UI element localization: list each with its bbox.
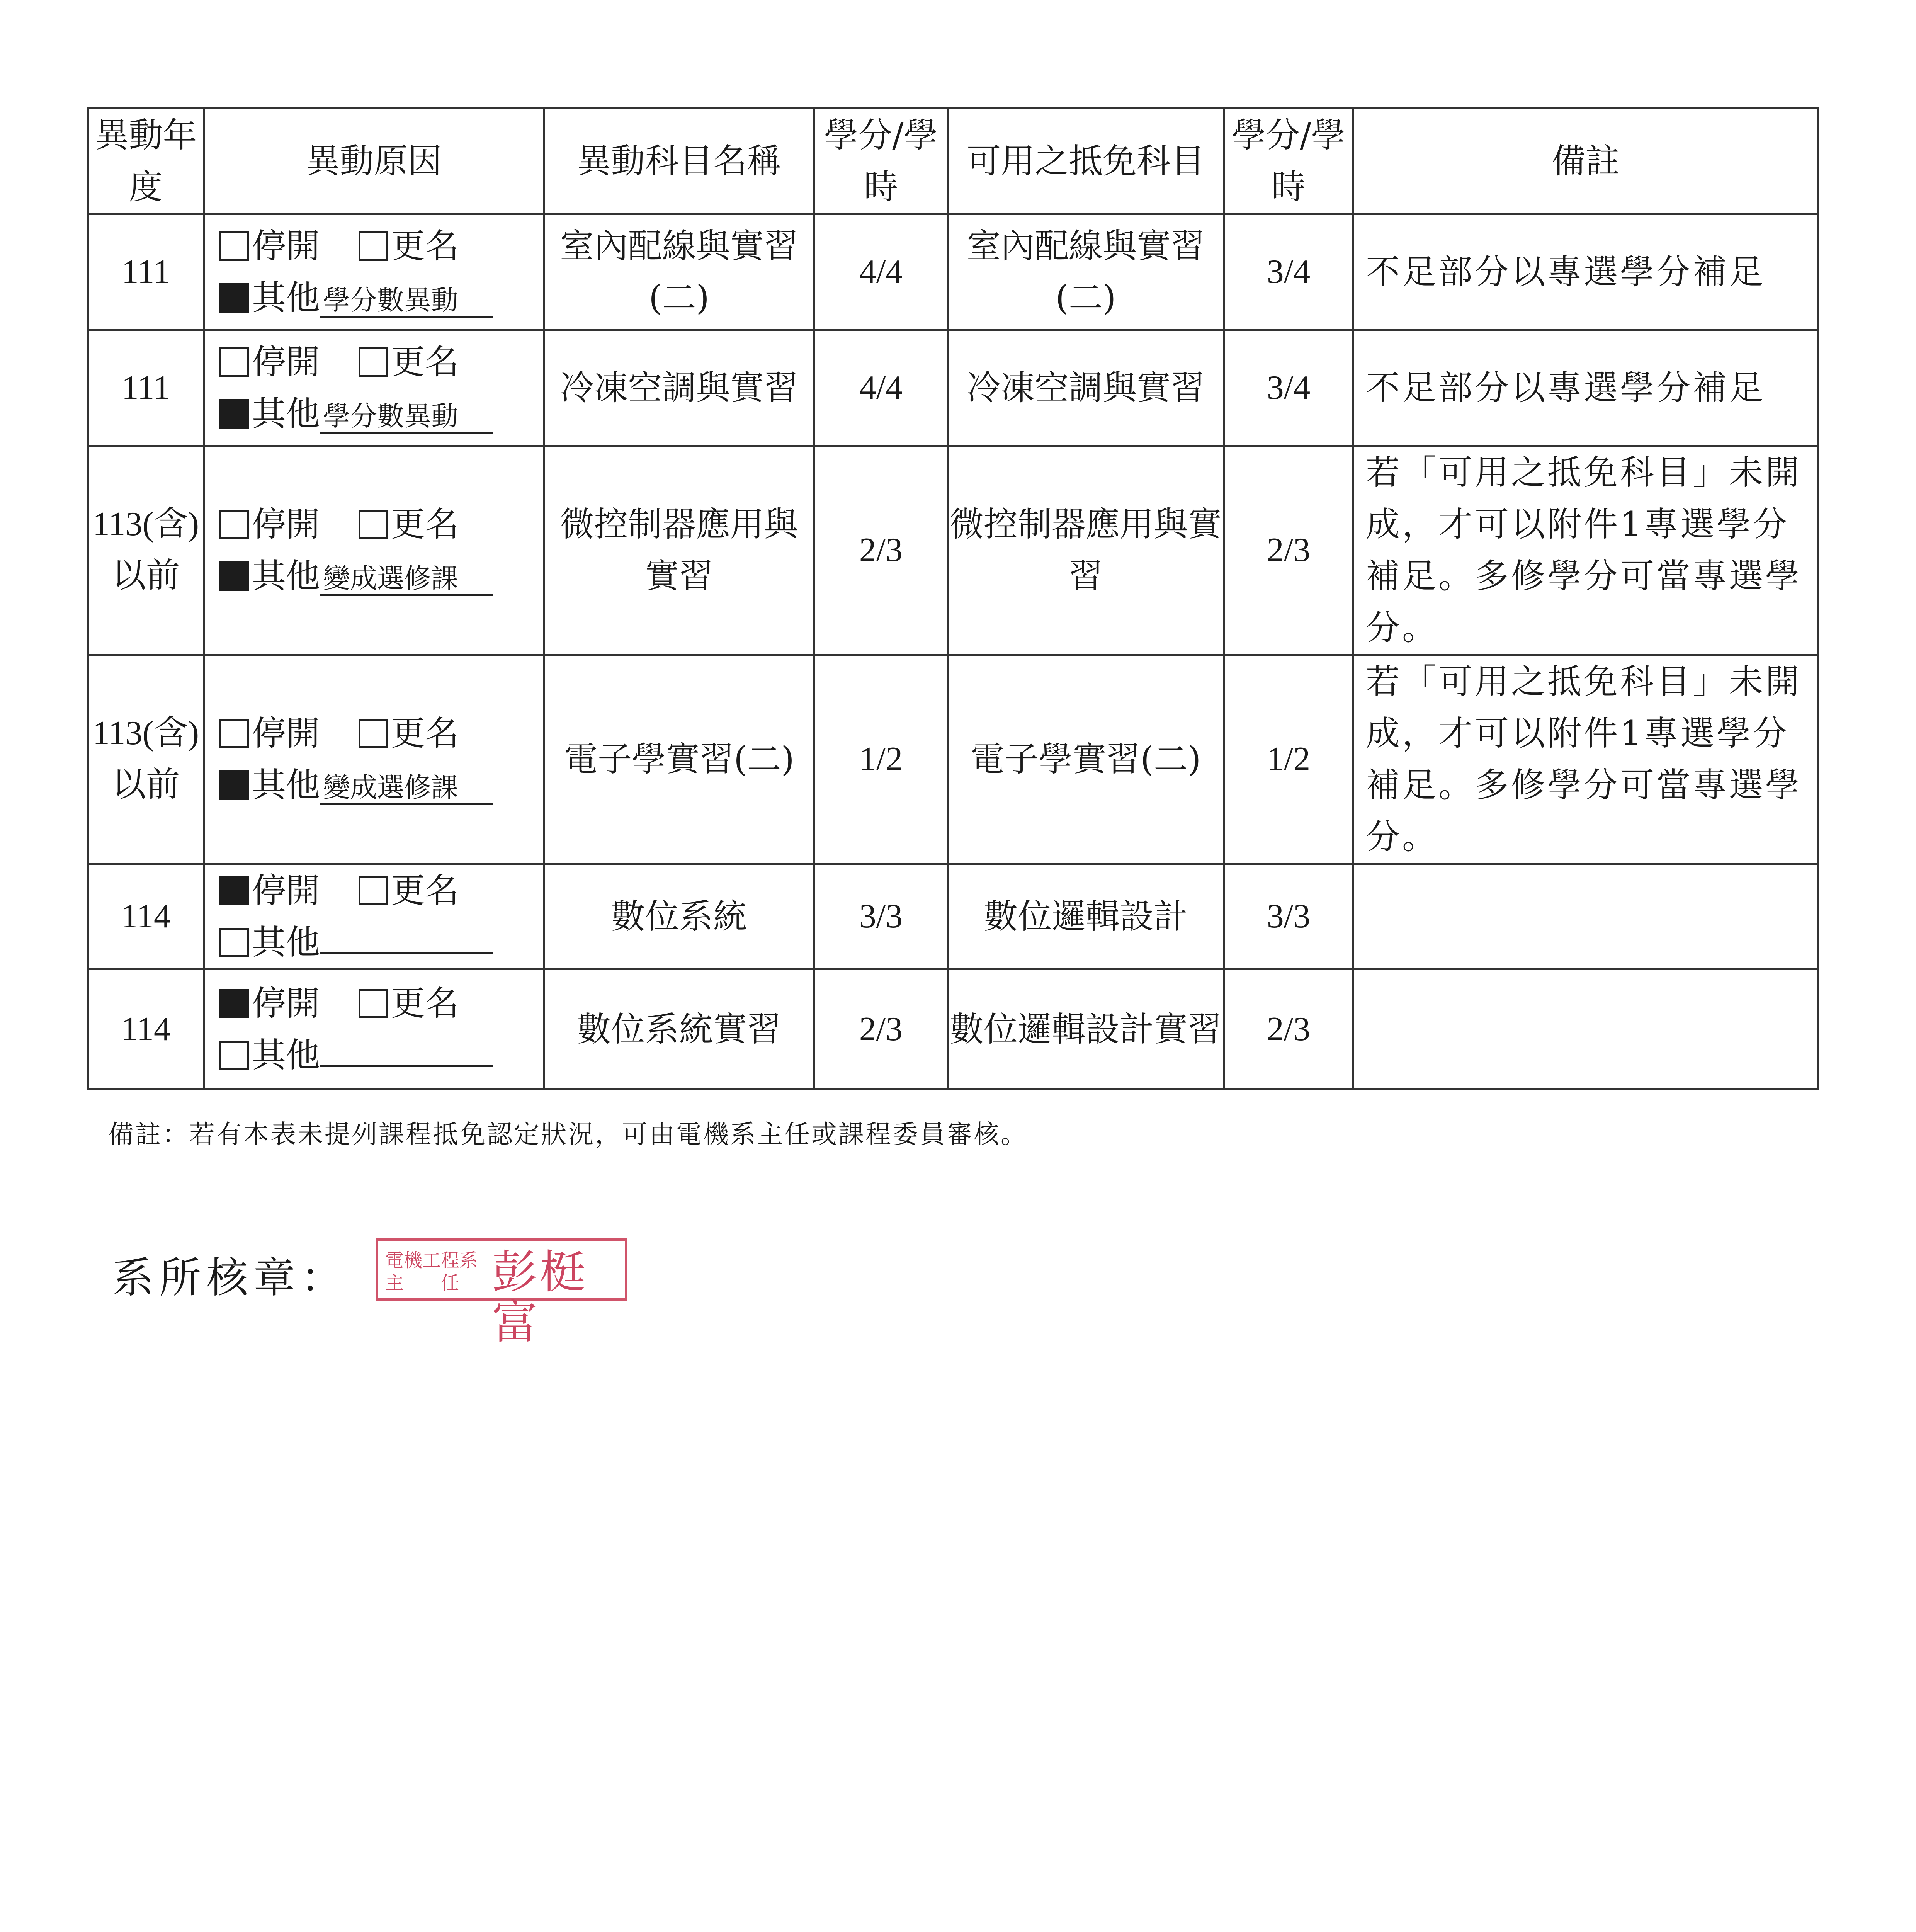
header-year: 異動年度 xyxy=(88,109,204,214)
cell-note xyxy=(1353,969,1818,1089)
other-checkbox[interactable] xyxy=(219,399,249,429)
cell-credits: 3/3 xyxy=(814,864,948,969)
cell-credits: 2/3 xyxy=(814,969,948,1089)
cell-year: 111 xyxy=(88,330,204,446)
reason-line-2 xyxy=(219,272,543,324)
other-reason-field[interactable] xyxy=(320,920,493,954)
rename-checkbox[interactable] xyxy=(359,989,388,1018)
reason-line-1 xyxy=(219,498,543,550)
header-reason: 異動原因 xyxy=(204,109,544,214)
table-footnote: 備註：若有本表未提列課程抵免認定狀況，可由電機系主任或課程委員審核。 xyxy=(108,1119,1028,1149)
cell-credits: 2/3 xyxy=(814,446,948,655)
cell-reason xyxy=(204,655,544,864)
rename-checkbox[interactable] xyxy=(359,231,388,261)
table-row xyxy=(88,655,1818,864)
stop-checkbox[interactable] xyxy=(219,719,249,748)
rename-checkbox[interactable] xyxy=(359,719,388,748)
rename-checkbox-label: 更名 xyxy=(391,504,459,544)
cell-sub-credits: 3/4 xyxy=(1224,330,1353,446)
table-row xyxy=(88,330,1818,446)
cell-reason xyxy=(204,864,544,969)
cell-sub-credits: 3/3 xyxy=(1224,864,1353,969)
reason-line-2 xyxy=(219,917,543,968)
stop-checkbox[interactable] xyxy=(219,510,249,539)
cell-subject: 微控制器應用與實習 xyxy=(544,446,814,655)
reason-line-2 xyxy=(219,388,543,440)
cell-sub-credits: 2/3 xyxy=(1224,446,1353,655)
reason-line-1 xyxy=(219,978,543,1029)
other-reason-field[interactable]: 學分數異動 xyxy=(320,400,493,434)
reason-line-1 xyxy=(219,220,543,272)
header-substitute: 可用之抵免科目 xyxy=(948,109,1224,214)
cell-year: 113(含)以前 xyxy=(88,655,204,864)
stop-checkbox-label: 停開 xyxy=(252,504,320,544)
cell-credits: 4/4 xyxy=(814,214,948,330)
cell-reason xyxy=(204,330,544,446)
other-checkbox-label: 其他 xyxy=(252,1035,320,1075)
rename-checkbox-label: 更名 xyxy=(391,226,459,266)
other-checkbox-label: 其他 xyxy=(252,556,320,596)
stop-checkbox-label: 停開 xyxy=(252,342,320,382)
cell-sub-credits: 2/3 xyxy=(1224,969,1353,1089)
reason-line-1 xyxy=(219,336,543,388)
stop-checkbox[interactable] xyxy=(219,347,249,377)
cell-sub-credits: 1/2 xyxy=(1224,655,1353,864)
course-change-table xyxy=(87,107,1819,1090)
stop-checkbox[interactable] xyxy=(219,989,249,1018)
cell-subject: 數位系統 xyxy=(544,864,814,969)
cell-substitute: 室內配線與實習(二) xyxy=(948,214,1224,330)
other-checkbox[interactable] xyxy=(219,770,249,800)
reason-line-2 xyxy=(219,1029,543,1081)
cell-year: 113(含)以前 xyxy=(88,446,204,655)
other-checkbox-label: 其他 xyxy=(252,277,320,318)
seal-dept: 電機工程系 xyxy=(385,1250,478,1271)
cell-reason xyxy=(204,969,544,1089)
table-header-row xyxy=(88,109,1818,214)
stop-checkbox-label: 停開 xyxy=(252,871,320,910)
cell-credits: 4/4 xyxy=(814,330,948,446)
cell-substitute: 數位邏輯設計 xyxy=(948,864,1224,969)
rename-checkbox-label: 更名 xyxy=(391,871,459,910)
cell-credits: 1/2 xyxy=(814,655,948,864)
cell-note: 若「可用之抵免科目」未開成，才可以附件1專選學分補足。多修學分可當專選學分。 xyxy=(1353,655,1818,864)
table-row xyxy=(88,446,1818,655)
rename-checkbox[interactable] xyxy=(359,510,388,539)
cell-year: 114 xyxy=(88,864,204,969)
cell-year: 114 xyxy=(88,969,204,1089)
cell-reason xyxy=(204,446,544,655)
other-checkbox-label: 其他 xyxy=(252,393,320,434)
cell-note: 不足部分以專選學分補足 xyxy=(1353,214,1818,330)
rename-checkbox-label: 更名 xyxy=(391,983,459,1023)
cell-substitute: 冷凍空調與實習 xyxy=(948,330,1224,446)
other-checkbox[interactable] xyxy=(219,283,249,313)
rename-checkbox[interactable] xyxy=(359,876,388,905)
cell-substitute: 電子學實習(二) xyxy=(948,655,1224,864)
table-row xyxy=(88,214,1818,330)
header-credits: 學分/學時 xyxy=(814,109,948,214)
other-checkbox[interactable] xyxy=(219,561,249,591)
cell-reason xyxy=(204,214,544,330)
table-row xyxy=(88,969,1818,1089)
rename-checkbox-label: 更名 xyxy=(391,342,459,382)
stop-checkbox-label: 停開 xyxy=(252,983,320,1023)
stop-checkbox[interactable] xyxy=(219,231,249,261)
rename-checkbox-label: 更名 xyxy=(391,713,459,753)
other-reason-field[interactable]: 變成選修課 xyxy=(320,563,493,596)
stop-checkbox[interactable] xyxy=(219,876,249,905)
stop-checkbox-label: 停開 xyxy=(252,226,320,266)
rename-checkbox[interactable] xyxy=(359,347,388,377)
cell-substitute: 數位邏輯設計實習 xyxy=(948,969,1224,1089)
stop-checkbox-label: 停開 xyxy=(252,713,320,753)
other-reason-field[interactable]: 學分數異動 xyxy=(320,284,493,318)
cell-subject: 冷凍空調與實習 xyxy=(544,330,814,446)
header-sub-credits: 學分/學時 xyxy=(1224,109,1353,214)
other-reason-field[interactable] xyxy=(320,1033,493,1067)
other-checkbox-label: 其他 xyxy=(252,765,320,805)
other-checkbox[interactable] xyxy=(219,1041,249,1070)
cell-note xyxy=(1353,864,1818,969)
reason-line-2 xyxy=(219,550,543,602)
reason-line-2 xyxy=(219,759,543,811)
cell-subject: 電子學實習(二) xyxy=(544,655,814,864)
cell-subject: 室內配線與實習(二) xyxy=(544,214,814,330)
table-row xyxy=(88,864,1818,969)
department-seal-stamp xyxy=(376,1238,627,1349)
reason-line-1 xyxy=(219,865,543,917)
seal-title: 主 任 xyxy=(385,1272,460,1294)
cell-substitute: 微控制器應用與實習 xyxy=(948,446,1224,655)
header-subject: 異動科目名稱 xyxy=(544,109,814,214)
seal-name: 彭梃富 xyxy=(492,1245,588,1349)
cell-note: 若「可用之抵免科目」未開成，才可以附件1專選學分補足。多修學分可當專選學分。 xyxy=(1353,446,1818,655)
cell-sub-credits: 3/4 xyxy=(1224,214,1353,330)
seal-label: 系所核章： xyxy=(112,1254,348,1302)
cell-year: 111 xyxy=(88,214,204,330)
reason-line-1 xyxy=(219,707,543,759)
other-reason-field[interactable]: 變成選修課 xyxy=(320,772,493,805)
cell-subject: 數位系統實習 xyxy=(544,969,814,1089)
other-checkbox-label: 其他 xyxy=(252,922,320,962)
header-notes: 備註 xyxy=(1353,109,1818,214)
other-checkbox[interactable] xyxy=(219,928,249,957)
cell-note: 不足部分以專選學分補足 xyxy=(1353,330,1818,446)
